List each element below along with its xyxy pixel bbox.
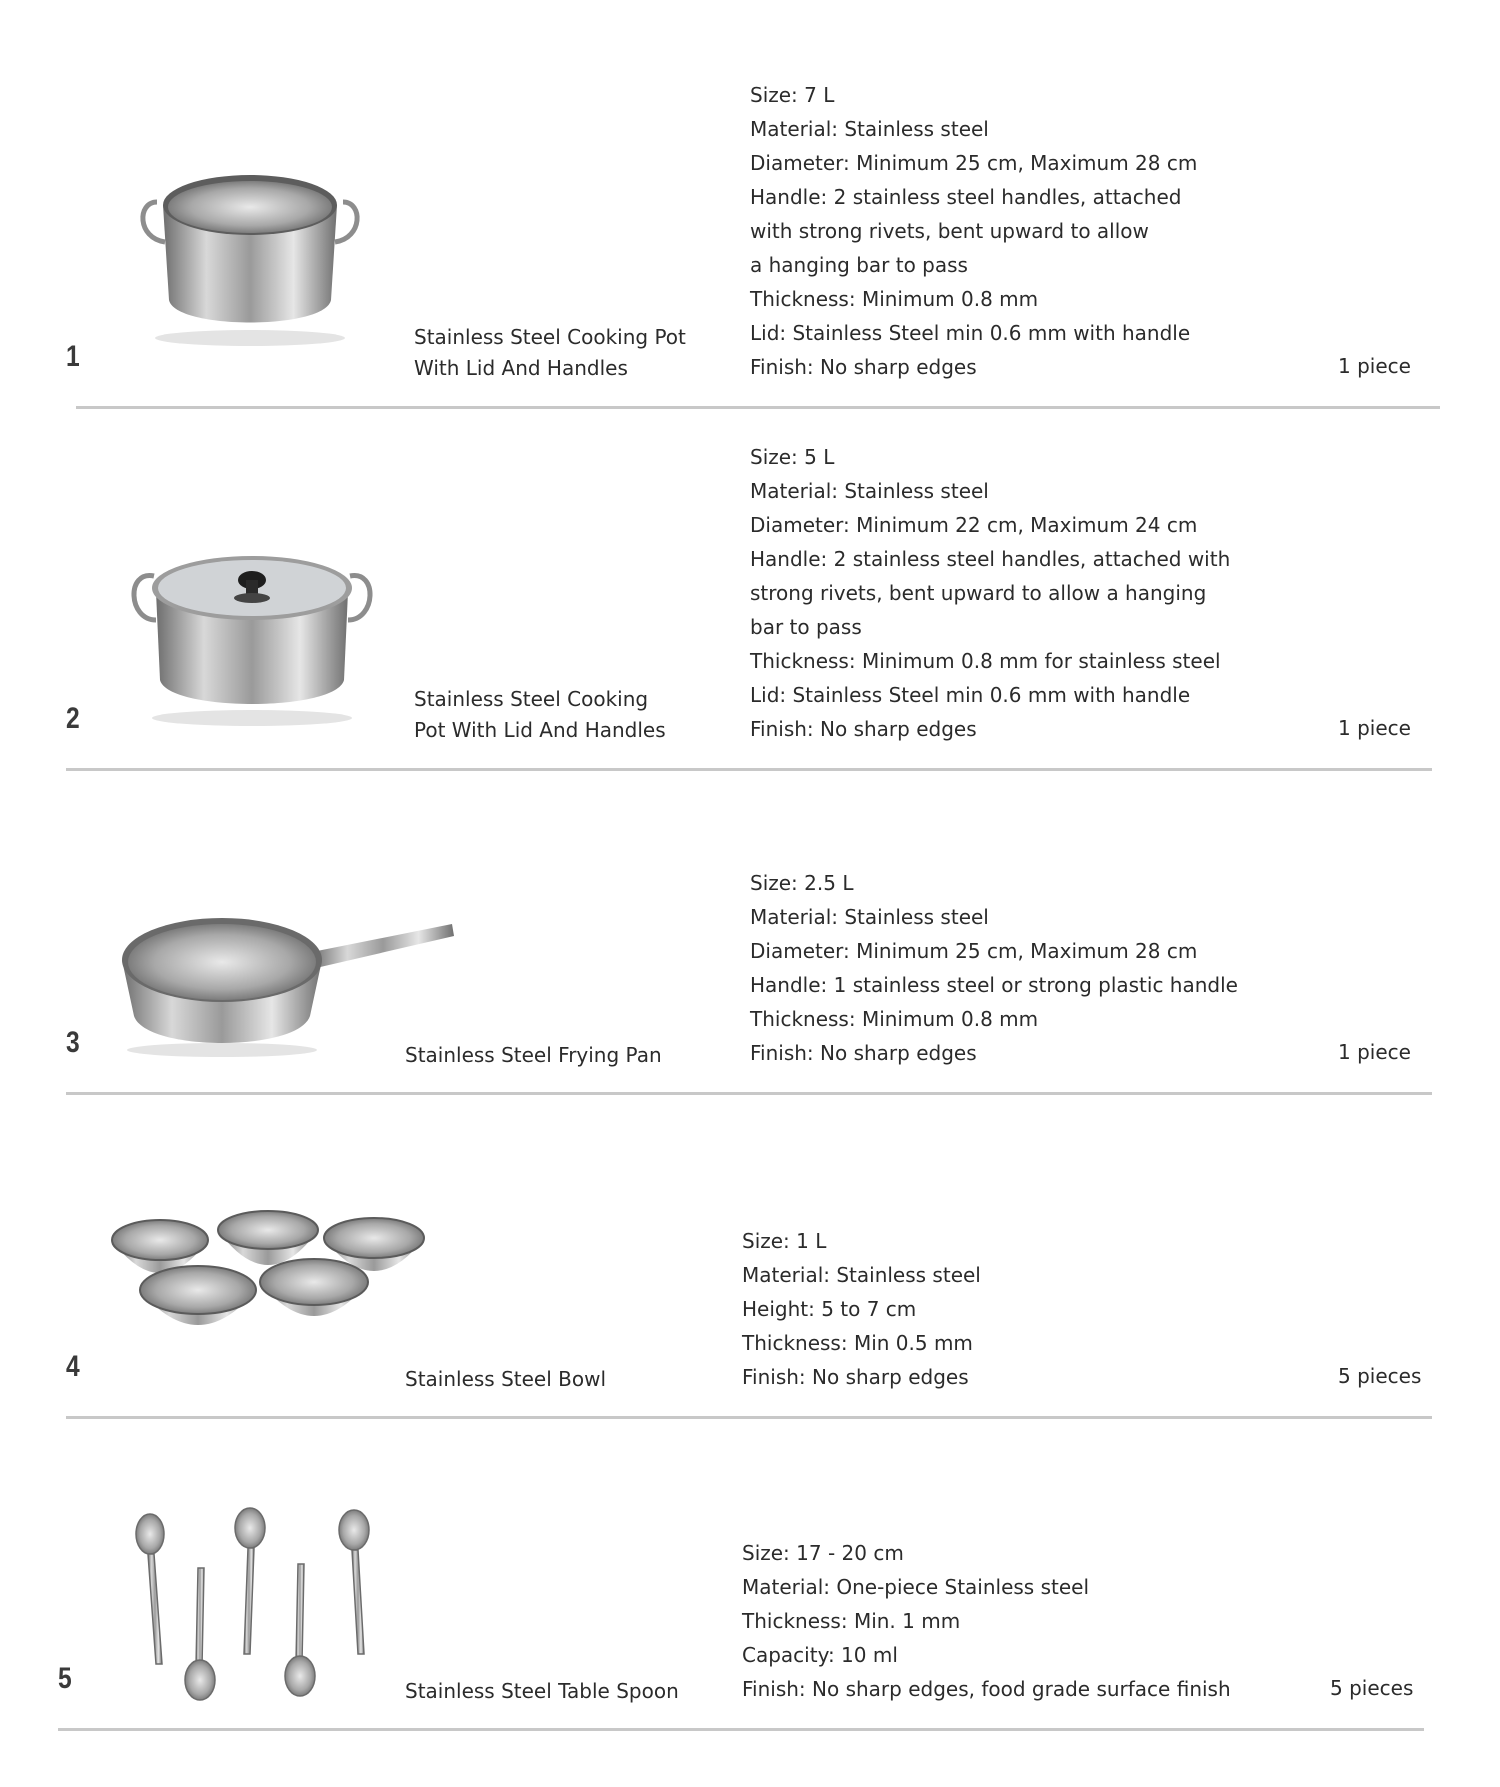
item-number: 3 xyxy=(66,1026,80,1059)
row-divider xyxy=(76,406,1440,409)
item-name: Stainless Steel Bowl xyxy=(405,1367,607,1391)
item-name: Stainless Steel Frying Pan xyxy=(405,1043,662,1067)
item-quantity: 1 piece xyxy=(1338,716,1411,740)
row-divider xyxy=(66,768,1432,771)
row-divider xyxy=(66,1416,1432,1419)
item-number: 4 xyxy=(66,1350,80,1383)
item-number: 1 xyxy=(66,340,80,373)
item-quantity: 5 pieces xyxy=(1330,1676,1414,1700)
item-quantity: 5 pieces xyxy=(1338,1364,1422,1388)
item-specs: Size: 7 L Material: Stainless steel Diameter: Minimum 25 cm, Maximum 28 cm Handle: 2 stainless steel handles, attached with strong rivets, bent upward to allow a hanging bar to pass Thickness: Minimum 0.8 mm Lid: Stainless Steel min 0.6 mm with handle Finish: No sharp edges xyxy=(750,83,1198,379)
row-divider xyxy=(58,1728,1424,1731)
item-specs: Size: 5 L Material: Stainless steel Diameter: Minimum 22 cm, Maximum 24 cm Handle: 2 stainless steel handles, attached with strong rivets, bent upward to allow a hanging bar to pass Thickness: Minimum 0.8 mm for stainless steel Lid: Stainless Steel min 0.6 mm with handle Finish: No sharp edges xyxy=(750,445,1231,741)
item-number: 2 xyxy=(66,702,80,735)
item-number: 5 xyxy=(58,1662,72,1695)
item-quantity: 1 piece xyxy=(1338,354,1411,378)
pot-with-lid-icon xyxy=(122,540,382,730)
spoons-icon xyxy=(126,1504,382,1704)
item-name: Stainless Steel Cooking Pot With Lid And Handles xyxy=(414,325,686,380)
item-specs: Size: 1 L Material: Stainless steel Height: 5 to 7 cm Thickness: Min 0.5 mm Finish: No sharp edges xyxy=(742,1229,981,1389)
row-divider xyxy=(66,1092,1432,1095)
cooking-pot-icon xyxy=(135,160,365,350)
item-name: Stainless Steel Cooking Pot With Lid And Handles xyxy=(414,687,666,742)
bowls-icon xyxy=(108,1210,434,1360)
item-quantity: 1 piece xyxy=(1338,1040,1411,1064)
item-name: Stainless Steel Table Spoon xyxy=(405,1679,679,1703)
frying-pan-icon xyxy=(112,900,462,1060)
item-specs: Size: 17 - 20 cm Material: One-piece Stainless steel Thickness: Min. 1 mm Capacity: 10 ml Finish: No sharp edges, food grade surface finish xyxy=(742,1541,1231,1701)
item-specs: Size: 2.5 L Material: Stainless steel Diameter: Minimum 25 cm, Maximum 28 cm Handle: 1 stainless steel or strong plastic handle Thickness: Minimum 0.8 mm Finish: No sharp edges xyxy=(750,871,1238,1065)
